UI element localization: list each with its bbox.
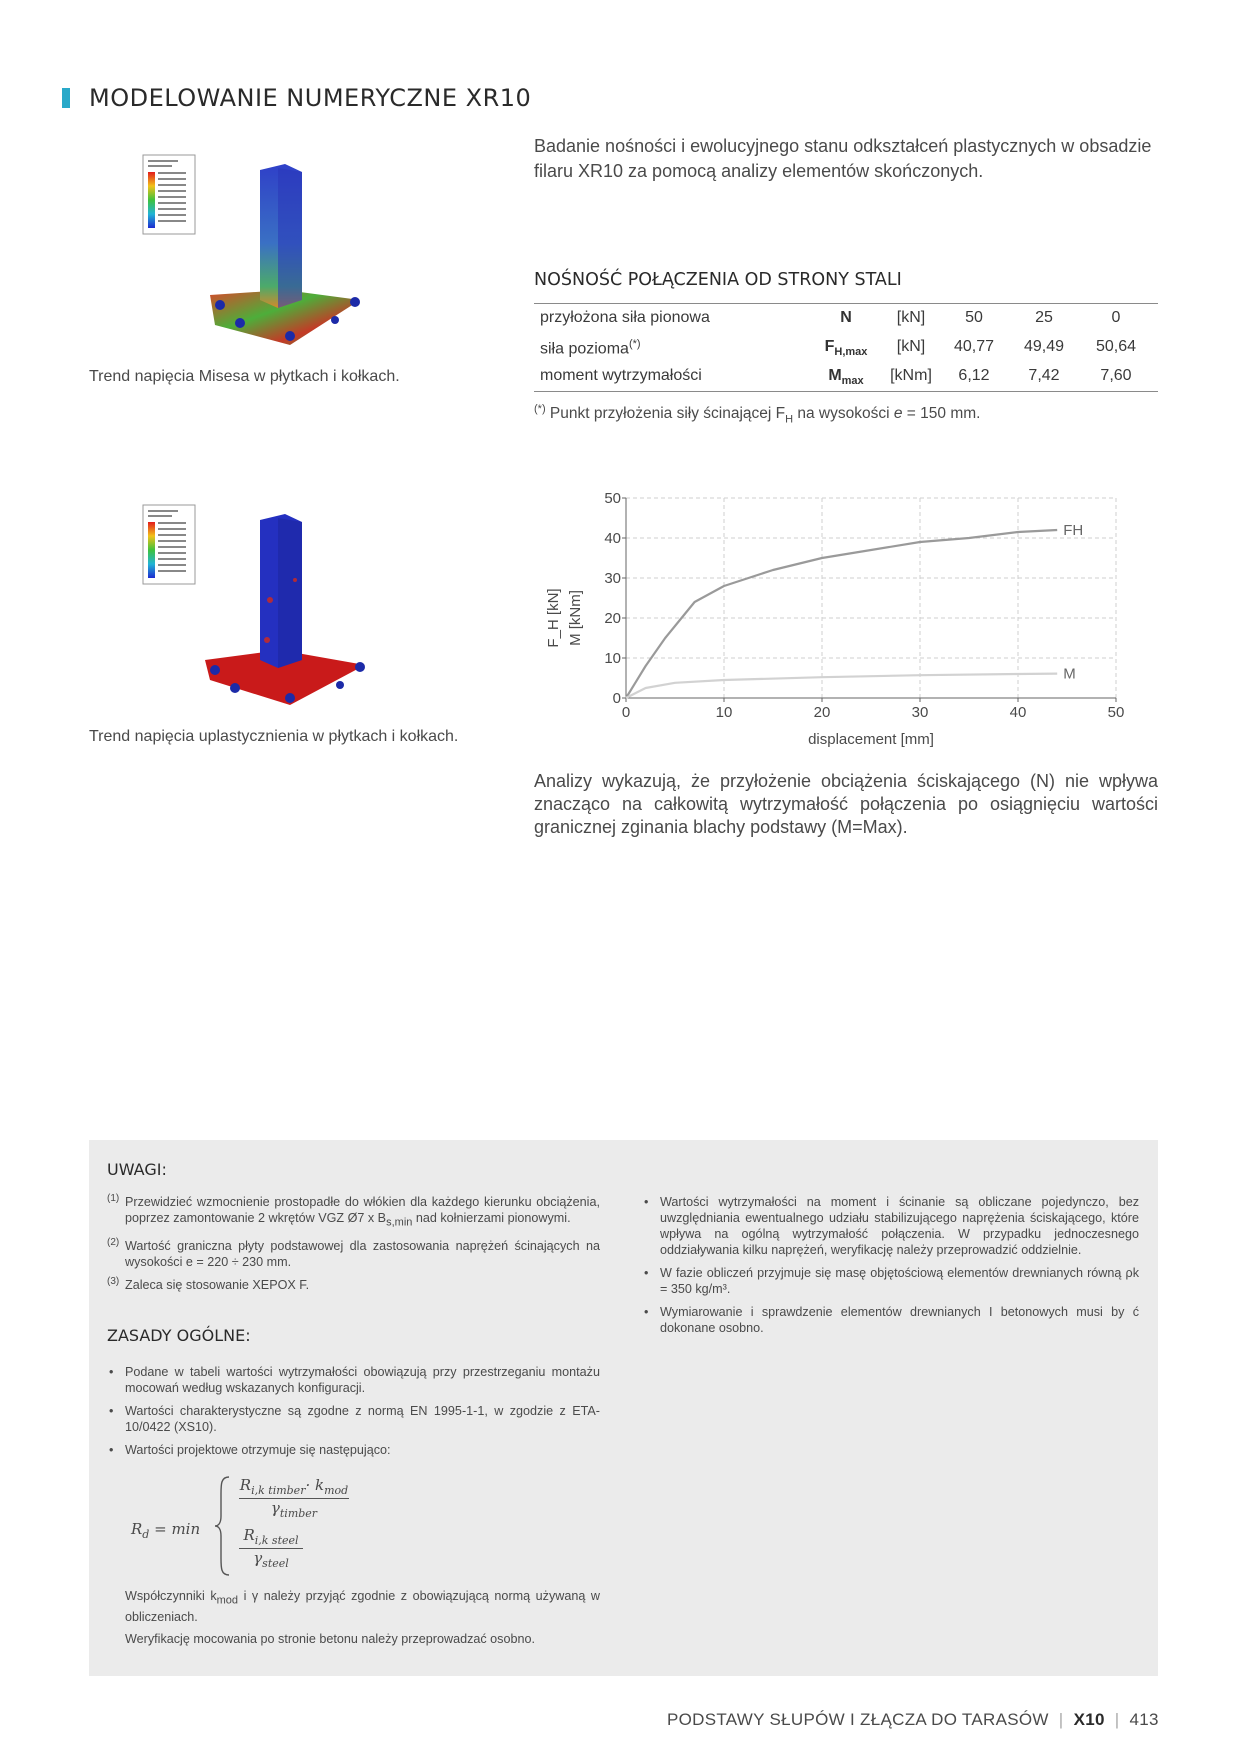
x-tick-label: 0	[621, 704, 631, 721]
y-tick-label: 0	[612, 690, 621, 707]
x-tick-label: 40	[1009, 704, 1027, 721]
design-value-formula	[131, 1474, 391, 1584]
list-item: • Podane w tabeli wartości wytrzymałości obowiązują przy przestrzeganiu montażu mocowań według wskazanych konfiguracji.	[109, 1365, 600, 1395]
row-symbol: N	[840, 309, 852, 326]
fem-mises-image	[130, 150, 380, 350]
figure-caption-mises: Trend napięcia Misesa w płytkach i kołkach.	[89, 368, 400, 385]
table-row	[534, 304, 1158, 333]
notes-heading: UWAGI:	[107, 1160, 167, 1179]
note-item: (1) Przewidzieć wzmocnienie prostopadłe do włókien dla każdego kierunku obciążenia, poprzez zamontowanie 2 wkrętów VGZ Ø7 x $B_{s,min}$ nad kołnierzami pionowymi.	[107, 1193, 600, 1229]
row-value: 7,42	[1028, 367, 1060, 384]
table-footnote: (*) Punkt przyłożenia siły ścinającej $F_H$ na wysokości e = 150 mm.	[534, 403, 981, 426]
row-unit: [kN]	[896, 309, 926, 326]
list-item: • Wartości wytrzymałości na moment i ścinanie są obliczane pojedynczo, bez uwzględniania ewentualnego udziału stabilizującego naprężenia ściskającego, które wpływa na ogólną wytrzymałość połączenia. W przypadku jednoczesnego oddziaływania kilku naprężeń, weryfikację należy przeprowadzić oddzielnie.	[644, 1195, 1139, 1257]
fem-yield-image	[130, 500, 380, 720]
brace-icon	[213, 1474, 233, 1579]
x-tick-label: 30	[911, 704, 929, 721]
capacity-table	[534, 303, 1158, 392]
note-item: (2) Wartość graniczna płyty podstawowej dla zastosowania naprężeń ścinających na wysokości e = 220 ÷ 230 mm.	[107, 1236, 600, 1269]
row-label: moment wytrzymałości	[540, 367, 702, 384]
series-line-FH	[626, 530, 1057, 698]
list-item: • Wymiarowanie i sprawdzenie elementów drewnianych I betonowych musi by ć dokonane osobno.	[644, 1305, 1139, 1335]
series-label: FH	[1063, 522, 1084, 539]
x-tick-label: 50	[1107, 704, 1125, 721]
footer-section-title: PODSTAWY SŁUPÓW I ZŁĄCZA DO TARASÓW	[667, 1710, 1049, 1729]
y-tick-label: 40	[604, 530, 621, 547]
row-value: 25	[1035, 309, 1053, 326]
table-row	[534, 333, 1158, 362]
row-value: 7,60	[1100, 367, 1132, 384]
formula-steel-term: $R_{i,k steel}$ $\gamma_{steel}$	[239, 1526, 303, 1570]
row-value: 6,12	[958, 367, 990, 384]
section-heading: NOŚNOŚĆ POŁĄCZENIA OD STRONY STALI	[534, 270, 902, 290]
page-footer: PODSTAWY SŁUPÓW I ZŁĄCZA DO TARASÓW | X10 | 413	[667, 1710, 1159, 1729]
x-axis-label: displacement [mm]	[808, 731, 934, 748]
closing-note-concrete: Weryfikację mocowania po stronie betonu należy przeprowadzać osobno.	[125, 1631, 535, 1646]
list-item: • Wartości projektowe otrzymuje się następująco:	[109, 1443, 391, 1457]
y-axis-label: F_H [kN]	[545, 588, 562, 648]
general-rules-list	[107, 1364, 600, 1465]
row-unit: [kN]	[896, 338, 926, 355]
formula-timber-term: $R_{i,k timber}\cdot k_{mod}$ $\gamma_{timber}$	[239, 1476, 349, 1520]
page-title: MODELOWANIE NUMERYCZNE XR10	[89, 84, 532, 112]
closing-note-coefficients: Współczynniki $k_{mod}$ i γ należy przyjąć zgodnie z obowiązującą normą używaną w obliczeniach.	[125, 1589, 600, 1624]
y-tick-label: 20	[604, 610, 621, 627]
force-displacement-chart	[534, 484, 1154, 754]
series-line-M	[626, 674, 1057, 698]
row-label: przyłożona siła pionowa	[540, 309, 710, 326]
y-tick-label: 50	[604, 490, 621, 507]
row-symbol: $M_{max}$	[828, 367, 864, 388]
table-row	[534, 362, 1158, 391]
x-tick-label: 10	[715, 704, 733, 721]
row-value: 50,64	[1095, 338, 1137, 355]
row-value: 40,77	[953, 338, 995, 355]
list-item: • Wartości charakterystyczne są zgodne z normą EN 1995-1-1, w zgodzie z ETA-10/0422 (XS10).	[109, 1404, 600, 1434]
formula-lhs: $R_d = \min$	[131, 1520, 201, 1541]
intro-paragraph: Badanie nośności i ewolucyjnego stanu odkształceń plastycznych w obsadzie filaru XR10 za pomocą analizy elementów skończonych.	[534, 136, 1152, 181]
notes-left-column	[107, 1194, 600, 1300]
row-value: 49,49	[1023, 338, 1065, 355]
x-tick-label: 20	[813, 704, 831, 721]
page-number: 413	[1129, 1710, 1159, 1729]
row-value: 0	[1111, 309, 1121, 326]
row-symbol: $F_{H,max}$	[824, 338, 868, 359]
list-item: • W fazie obliczeń przyjmuje się masę objętościową elementów drewnianych równą ρk = 350 kg/m³.	[644, 1266, 1139, 1296]
footer-code: X10	[1073, 1710, 1105, 1729]
row-value: 50	[965, 309, 983, 326]
title-accent-bar	[62, 88, 70, 108]
series-label: M	[1063, 665, 1076, 683]
notes-right-column	[642, 1194, 1139, 1343]
row-unit: [kNm]	[890, 367, 932, 384]
analysis-paragraph: Analizy wykazują, że przyłożenie obciążenia ściskającego (N) nie wpływa znacząco na całkowitą wytrzymałość połączenia po osiągnięciu wartości granicznej zginania blachy podstawy (M=Max).	[534, 771, 1158, 837]
closing-notes	[125, 1588, 600, 1647]
y-axis-label: M [kNm]	[567, 590, 584, 646]
notes-box	[89, 1140, 1158, 1676]
note-item: (3) Zaleca się stosowanie XEPOX F.	[107, 1275, 310, 1292]
y-tick-label: 30	[604, 570, 621, 587]
figure-caption-yield: Trend napięcia uplastycznienia w płytkach i kołkach.	[89, 728, 459, 745]
y-tick-label: 10	[604, 650, 621, 667]
row-label: siła pozioma(*)	[540, 338, 641, 358]
general-rules-heading: ZASADY OGÓLNE:	[107, 1326, 251, 1345]
